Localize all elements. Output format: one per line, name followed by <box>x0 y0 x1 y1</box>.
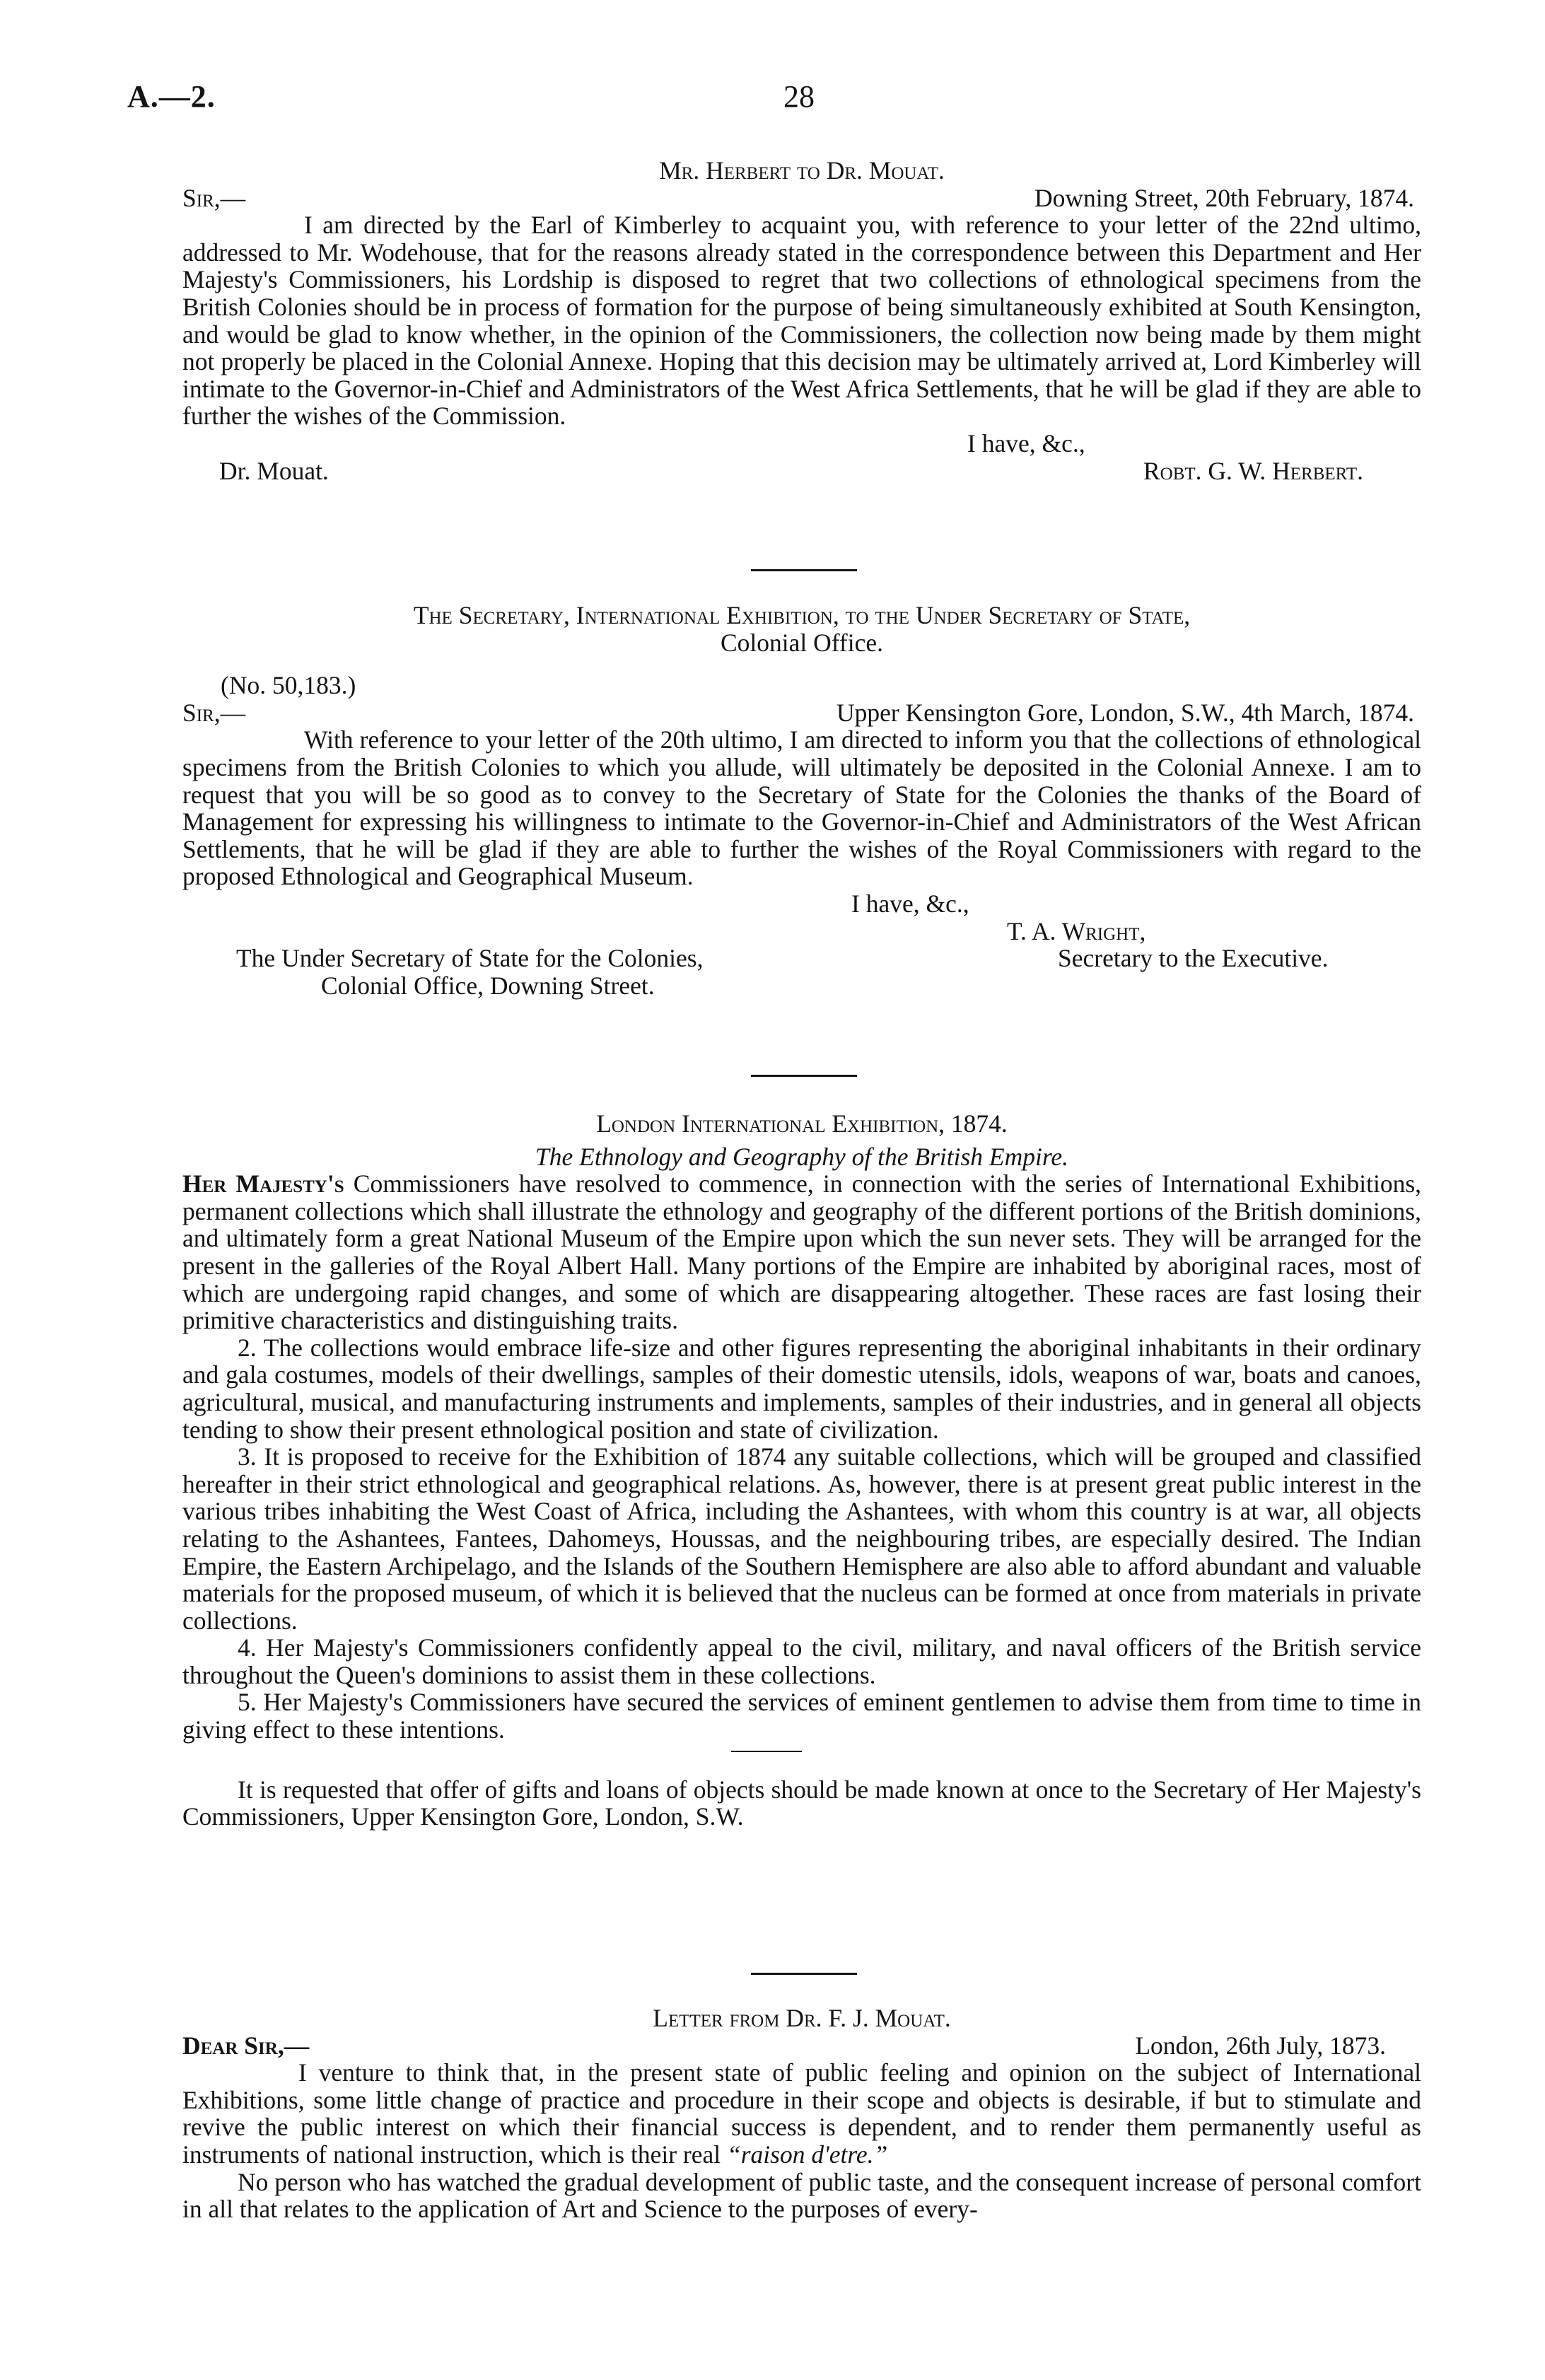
salutation-line <box>182 185 1421 212</box>
separator-rule <box>751 569 857 571</box>
signature: Robt. G. W. Herbert. <box>1143 456 1363 485</box>
letter-paragraph-2: No person who has watched the gradual development of public taste, and the consequent increase of personal comfort in all that relates to the application of Art and Science to the purposes of every- <box>182 2167 1421 2224</box>
closing: I have, &c., <box>851 889 969 918</box>
signature: T. A. Wright, <box>1007 916 1146 945</box>
addressee-line: The Under Secretary of State for the Colonies, <box>236 944 704 973</box>
letter-herbert-to-mouat <box>182 157 1421 484</box>
dateline: Downing Street, 20th February, 1874. <box>1034 183 1414 212</box>
closing: I have, &c., <box>967 428 1085 457</box>
lead-in: Her Majesty's <box>182 1169 344 1198</box>
reference-number: (No. 50,183.) <box>221 671 356 700</box>
signature-block <box>182 918 1421 1000</box>
salutation: Sir,— <box>182 183 246 212</box>
signatory-block <box>973 918 1328 1000</box>
page-number: 28 <box>783 79 815 114</box>
letter-body: With reference to your letter of the 20th ultimo, I am directed to inform you that the collections of ethnological specimens from the British Colonies to which you allude, will ultimately be deposited in the Colonial Annexe. I am to request that you will be so good as to convey to the Secretary of State for the Colonies the thanks of the Board of Management for expressing his willingness to intimate to the Governor-in-Chief and Administrators of the West African Settlements, that he will be glad if they are able to further the wishes of the Royal Commissioners with regard to the proposed Ethnological and Geographical Museum. <box>182 725 1421 891</box>
letter-paragraph-1: I venture to think that, in the present state of public feeling and opinion on the subject of International Exhibitions, some little change of practice and procedure in their scope and objects is desirable, if but to stimulate and revive the public interest on which their financial success is dependent, and to render them permanently useful as instruments of national instruction, which is their real “raison d'etre.” <box>182 2058 1421 2169</box>
notice-paragraph-1: Her Majesty's Commissioners have resolved to commence, in connection with the series of International Exhibitions, permanent collections which shall illustrate the ethnology and geography of the different portions of the British dominions, and ultimately form a great National Museum of the Empire upon which the sun never sets. They will be arranged for the present in the galleries of the Royal Albert Hall. Many portions of the Empire are inhabited by aboriginal races, most of which are undergoing rapid changes, and some of which are disappearing altogether. These races are fast losing their primitive characteristics and distinguishing traits. <box>182 1169 1422 1335</box>
separator-rule <box>751 1075 857 1077</box>
dateline: London, 26th July, 1873. <box>1135 2031 1386 2060</box>
addressee-block <box>182 918 973 1000</box>
notice-request: It is requested that offer of gifts and loans of objects should be made known at once to the Secretary of Her Majesty's Commissioners, Upper Kensington Gore, London, S.W. <box>182 1775 1421 1831</box>
letter-title: The Secretary, International Exhibition, to the Under Secretary of State, <box>413 601 1191 629</box>
salutation: Dear Sir,— <box>182 2031 310 2060</box>
signature-title: Secretary to the Executive. <box>1058 944 1329 973</box>
separator-rule <box>751 1973 857 1975</box>
letter-from-mouat <box>182 2005 1421 2223</box>
letter-title-office: Colonial Office. <box>720 628 884 657</box>
signature-line <box>182 457 1421 485</box>
series-label: A.—2. <box>127 79 216 114</box>
salutation-line <box>182 2032 1421 2060</box>
notice-subtitle: The Ethnology and Geography of the British Empire. <box>535 1142 1068 1171</box>
letter-title: Letter from Dr. F. J. Mouat. <box>653 2004 951 2032</box>
notice-paragraph-2: 2. The collections would embrace life-size and other figures representing the aboriginal inhabitants in their ordinary and gala costumes, models of their dwellings, samples of their domestic utensils, idols, weapons of war, boats and canoes, agricultural, musical, and manufacturing instruments and implements, samples of their industries, and in general all objects tending to show their present ethnological position and state of civilization. <box>182 1333 1421 1444</box>
notice-title: London International Exhibition, 1874. <box>596 1109 1008 1138</box>
letter-secretary-to-under-secretary <box>182 602 1421 999</box>
short-rule-wrap <box>182 1744 1421 1762</box>
letter-title: Mr. Herbert to Dr. Mouat. <box>659 156 945 185</box>
short-rule <box>731 1751 802 1752</box>
exhibition-notice <box>182 1110 1421 1831</box>
notice-paragraph-5: 5. Her Majesty's Commissioners have secured the services of eminent gentlemen to advise them from time to time in giving effect to these intentions. <box>182 1688 1421 1744</box>
dateline: Upper Kensington Gore, London, S.W., 4th March, 1874. <box>836 698 1414 727</box>
addressee-office: Colonial Office, Downing Street. <box>321 971 655 1000</box>
salutation: Sir,— <box>182 698 246 727</box>
notice-paragraph-4: 4. Her Majesty's Commissioners confidently appeal to the civil, military, and naval officers of the British service throughout the Queen's dominions to assist them in these collections. <box>182 1633 1421 1689</box>
salutation-line <box>182 699 1421 727</box>
letter-body: I am directed by the Earl of Kimberley to acquaint you, with reference to your letter of the 22nd ultimo, addressed to Mr. Wodehouse, that for the reasons already stated in the correspondence between this Department and Her Majesty's Commissioners, his Lordship is disposed to regret that two collections of ethnological specimens from the British Colonies should be in process of formation for the purpose of being simultaneously exhibited at South Kensington, and would be glad to know whether, in the opinion of the Commissioners, the collection now being made by them might not properly be placed in the Colonial Annexe. Hoping that this decision may be ultimately arrived at, Lord Kimberley will intimate to the Governor-in-Chief and Administrators of the West Africa Settlements, that he will be glad if they are able to further the wishes of the Commission. <box>182 211 1421 431</box>
addressee: Dr. Mouat. <box>219 456 329 485</box>
notice-paragraph-3: 3. It is proposed to receive for the Exhibition of 1874 any suitable collections, which will be grouped and classified hereafter in their strict ethnological and geographical relations. As, however, there is at present great public interest in the various tribes inhabiting the West Coast of Africa, including the Ashantees, with whom this country is at war, all objects relating to the Ashantees, Fantees, Dahomeys, Houssas, and the neighbouring tribes, are especially desired. The Indian Empire, the Eastern Archipelago, and the Islands of the Southern Hemisphere are also able to afford abundant and valuable materials for the proposed museum, of which it is believed that the nucleus can be formed at once from materials in private collections. <box>182 1442 1421 1635</box>
